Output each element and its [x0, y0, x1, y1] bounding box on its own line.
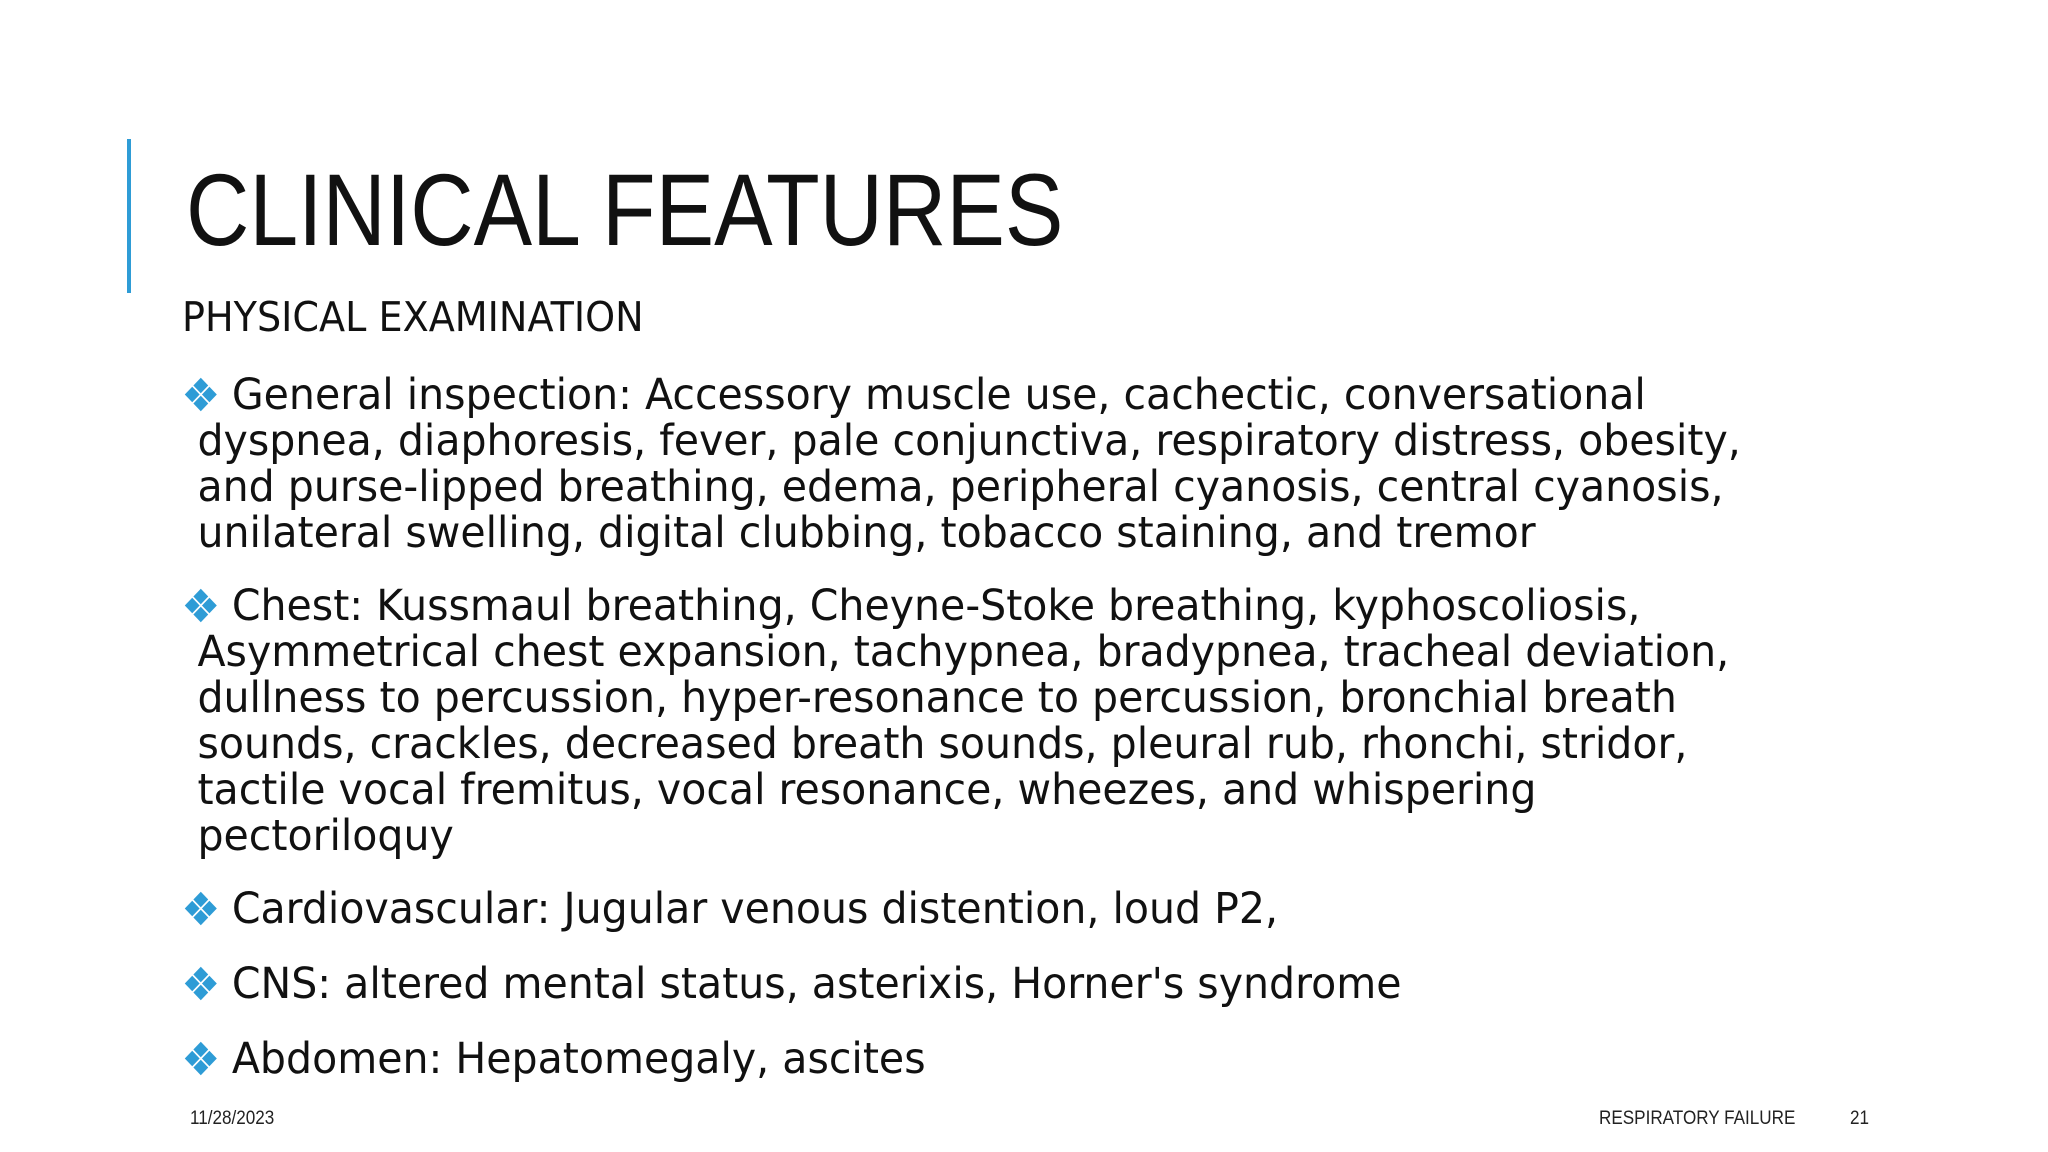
- bullet-abdomen: [186, 1036, 960, 1082]
- bullet-line: Abdomen: Hepatomegaly, ascites: [186, 1036, 926, 1082]
- bullet-line: pectoriloquy: [197, 811, 454, 861]
- slide-title: CLINICAL FEATURES: [186, 153, 1064, 267]
- bullet-line: Asymmetrical chest expansion, tachypnea, bradypnea, tracheal deviation,: [197, 627, 1730, 677]
- title-accent-bar: [127, 139, 131, 293]
- four-diamond-bullet-icon: [186, 968, 217, 1000]
- footer-title: RESPIRATORY FAILURE: [1599, 1108, 1796, 1129]
- bullet-line: Chest: Kussmaul breathing, Cheyne-Stoke breathing, kyphoscoliosis,: [186, 583, 1729, 629]
- bullet-line: unilateral swelling, digital clubbing, tobacco staining, and tremor: [197, 508, 1536, 558]
- bullet-cardiovascular: [186, 886, 1330, 932]
- slide-subtitle: PHYSICAL EXAMINATION: [182, 293, 644, 341]
- bullet-general-inspection: [186, 372, 1814, 556]
- four-diamond-bullet-icon: [186, 590, 217, 622]
- bullet-line: and purse-lipped breathing, edema, peripheral cyanosis, central cyanosis,: [197, 462, 1724, 512]
- four-diamond-bullet-icon: [186, 1043, 217, 1075]
- bullet-line: General inspection: Accessory muscle use, cachectic, conversational: [186, 372, 1741, 418]
- bullet-line: CNS: altered mental status, asterixis, Horner's syndrome: [186, 961, 1401, 1007]
- bullet-line: dyspnea, diaphoresis, fever, pale conjunctiva, respiratory distress, obesity,: [197, 416, 1741, 466]
- bullet-chest: [186, 583, 1802, 859]
- bullet-line: dullness to percussion, hyper-resonance to percussion, bronchial breath: [197, 673, 1677, 723]
- four-diamond-bullet-icon: [186, 379, 217, 411]
- bullet-line: Cardiovascular: Jugular venous distention, loud P2,: [186, 886, 1278, 932]
- four-diamond-bullet-icon: [186, 893, 217, 925]
- bullet-cns: [186, 961, 1459, 1007]
- bullet-line: tactile vocal fremitus, vocal resonance, wheezes, and whispering: [197, 765, 1537, 815]
- footer-date: 11/28/2023: [190, 1108, 275, 1129]
- bullet-line: sounds, crackles, decreased breath sounds, pleural rub, rhonchi, stridor,: [197, 719, 1688, 769]
- slide-number: 21: [1850, 1108, 1870, 1129]
